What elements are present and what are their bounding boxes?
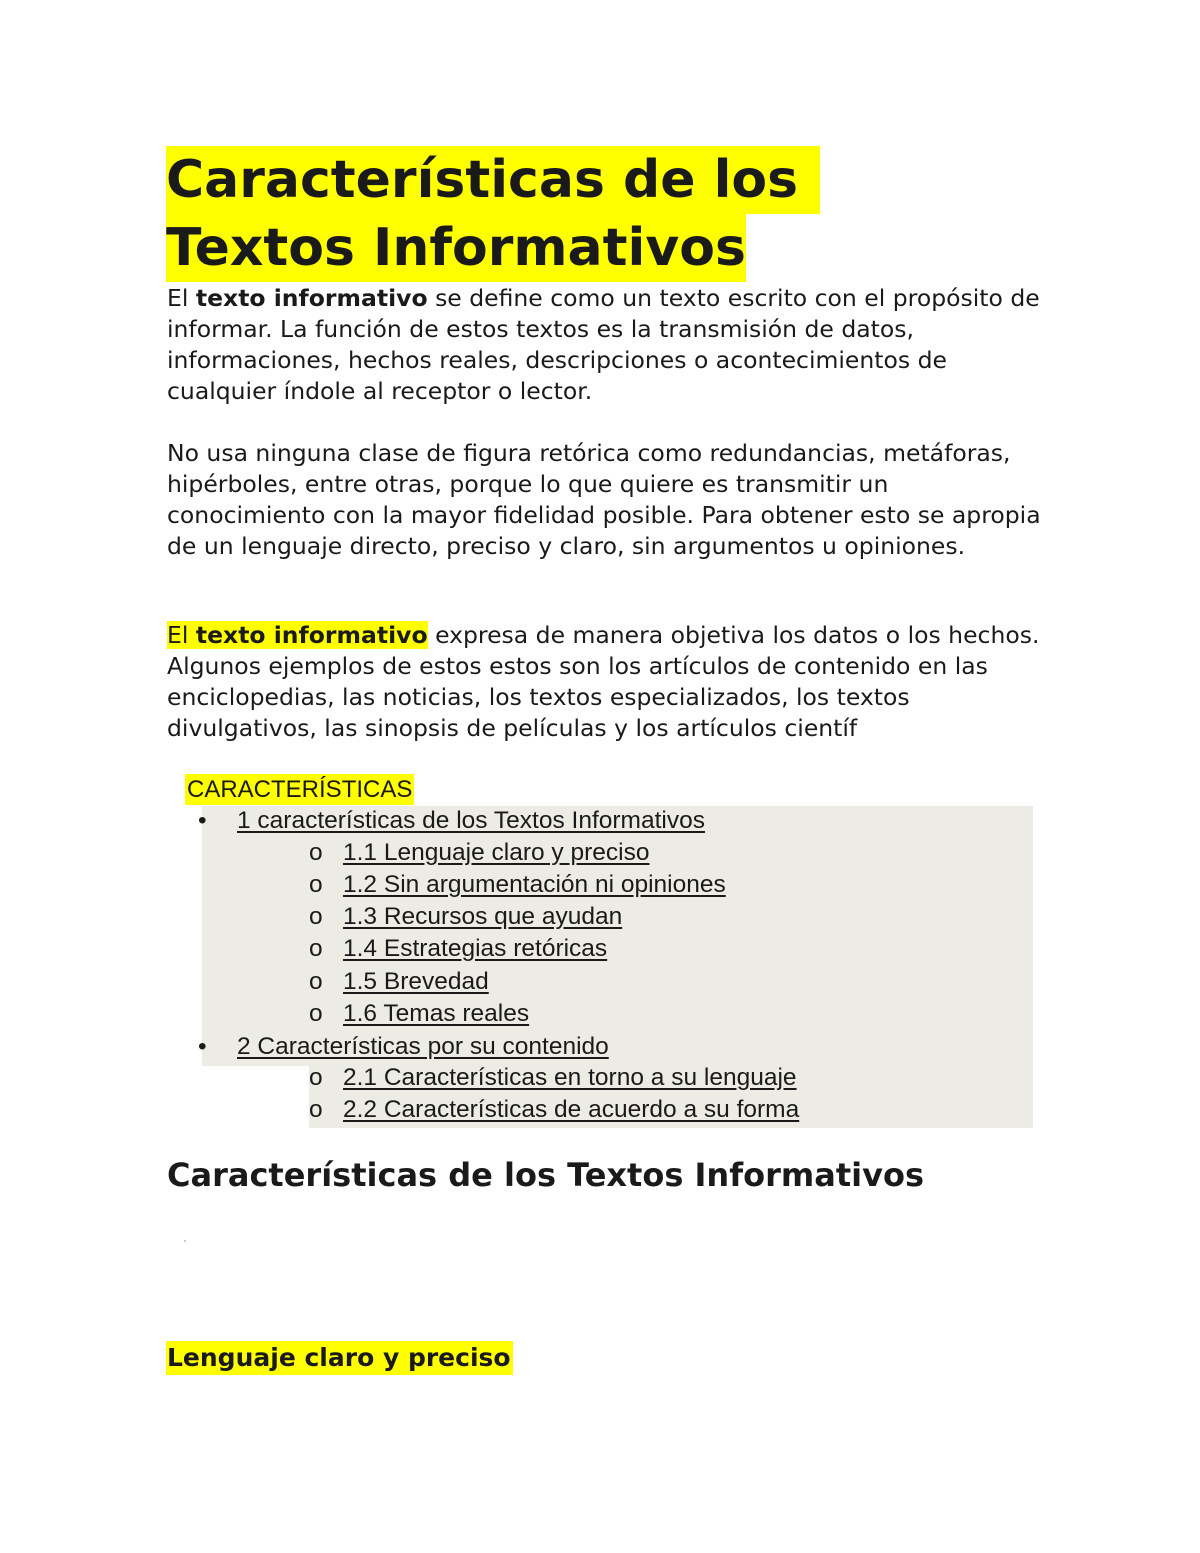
image-placeholder [184,1240,186,1242]
intro-rest: se define como un texto escrito con el propósito de informar. La función de estos textos es la transmisión de datos, informaciones, hechos reales, descripciones o acontecimientos de cualquier índole al receptor o lector. [167,284,1040,405]
toc-link-1[interactable]: 1 características de los Textos Informativos [237,807,705,834]
examples-prefix: El [167,621,196,649]
toc-link-1-2[interactable]: 1.2 Sin argumentación ni opiniones [343,871,726,898]
circle-bullet-icon: o [309,935,323,962]
circle-bullet-icon: o [309,1000,323,1027]
circle-bullet-icon: o [309,1096,323,1123]
toc-link-1-6[interactable]: 1.6 Temas reales [343,1000,530,1027]
document-title [166,146,820,282]
toc-link-2[interactable]: 2 Características por su contenido [237,1033,609,1060]
title-line-2: Textos Informativos [166,214,746,282]
toc-link-2-2[interactable]: 2.2 Características de acuerdo a su forma [343,1096,800,1123]
examples-rest: expresa de manera objetiva los datos o los hechos. Algunos ejemplos de estos estos son los artículos de contenido en las enciclopedias, las noticias, los textos especializados, los textos divulgativos, las sinopsis de películas y los artículos científ [167,621,1040,742]
circle-bullet-icon: o [309,968,323,995]
bullet-icon: • [198,807,207,834]
toc-link-1-4[interactable]: 1.4 Estrategias retóricas [343,935,608,962]
toc-link-1-5[interactable]: 1.5 Brevedad [343,968,489,995]
examples-paragraph [167,620,1047,744]
circle-bullet-icon: o [309,903,323,930]
section-heading: CARACTERÍSTICAS [187,776,413,803]
examples-highlight [167,621,428,649]
examples-bold-term: texto informativo [195,621,428,649]
section-title: Características de los Textos Informativos [167,1156,924,1194]
intro-prefix: El [167,284,196,312]
toc-link-2-1[interactable]: 2.1 Características en torno a su lenguaje [343,1064,797,1091]
title-line-1: Características de los [166,146,820,214]
intro-paragraph [167,283,1047,407]
subsection-title: Lenguaje claro y preciso [166,1341,513,1375]
bullet-icon: • [198,1033,207,1060]
intro-bold-term: texto informativo [195,284,428,312]
toc-link-1-3[interactable]: 1.3 Recursos que ayudan [343,903,623,930]
rhetoric-paragraph: No usa ninguna clase de figura retórica como redundancias, metáforas, hipérboles, entre otras, porque lo que quiere es transmitir un conocimiento con la mayor fidelidad posible. Para obtener esto se apropia de un lenguaje directo, preciso y claro, sin argumentos u opiniones. [167,439,1041,560]
circle-bullet-icon: o [309,1064,323,1091]
toc-link-1-1[interactable]: 1.1 Lenguaje claro y preciso [343,839,650,866]
circle-bullet-icon: o [309,871,323,898]
circle-bullet-icon: o [309,839,323,866]
